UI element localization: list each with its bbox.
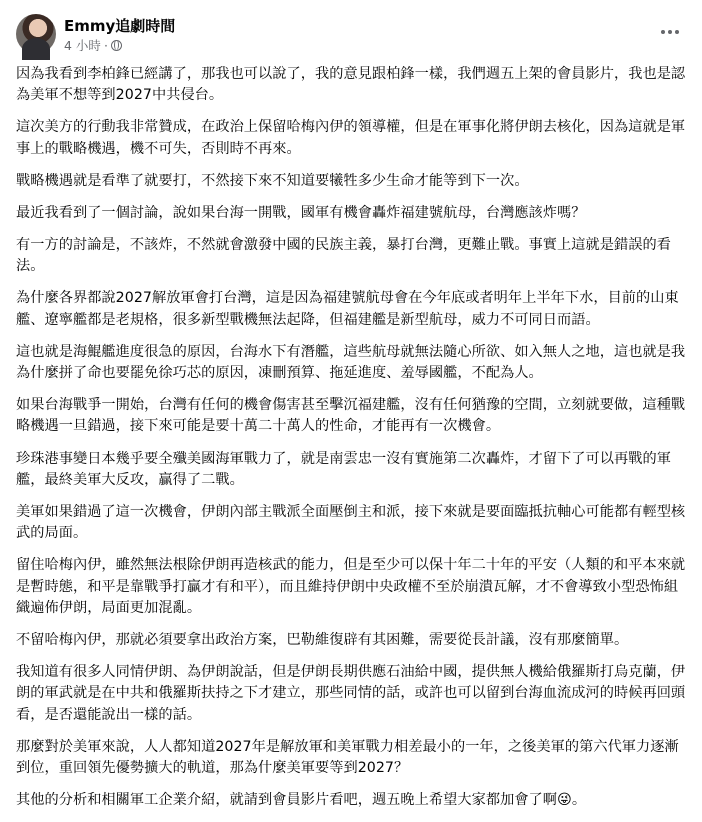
post-paragraph: 如果台海戰爭一開始，台灣有任何的機會傷害甚至擊沉福建艦，沒有任何猶豫的空間，立刻就要做，這種戰略機遇一旦錯過，接下來可能是要十萬二十萬人的性命，才能再有一次機會。 — [16, 397, 686, 435]
post-meta — [64, 36, 122, 54]
post-paragraph: 珍珠港事變日本幾乎要全殲美國海軍戰力了，就是南雲忠一沒有實施第二次轟炸，才留下了可以再戰的軍艦，最終美軍大反攻，贏得了二戰。 — [16, 450, 671, 488]
meta-separator: · — [103, 37, 108, 53]
more-horizontal-icon — [661, 30, 665, 34]
post-paragraph: 我知道有很多人同情伊朗、為伊朗說話，但是伊朗長期供應石油給中國，提供無人機給俄羅斯打烏克蘭，伊朗的軍武就是在中共和俄羅斯扶持之下才建立，那些同情的話，或許也可以留到台海血流成河的時候再回頭看，是否還能說出一樣的話。 — [16, 664, 686, 723]
post-paragraph: 因為我看到李柏鋒已經講了，那我也可以說了，我的意見跟柏鋒一樣，我們週五上架的會員影片，我也是認為美軍不想等到2027中共侵台。 — [16, 66, 686, 104]
post-paragraph: 留住哈梅內伊，雖然無法根除伊朗再造核武的能力，但是至少可以保十年二十年的平安（人類的和平本來就是暫時態，和平是靠戰爭打贏才有和平），而且維持伊朗中央政權不至於崩潰瓦解，才不會導致小型恐怖組織遍佈伊朗，局面更加混亂。 — [16, 557, 686, 616]
post-paragraph: 其他的分析和相關軍工企業介紹，就請到會員影片看吧，週五晚上希望大家都加會了啊😜。 — [16, 792, 587, 809]
more-options-button[interactable] — [654, 18, 686, 46]
post-content — [16, 64, 688, 822]
post-paragraph: 有一方的討論是，不該炸，不然就會激發中國的民族主義，暴打台灣，更難止戰。事實上這就是錯誤的看法。 — [16, 236, 671, 275]
post-timestamp[interactable]: 4 小時 — [64, 38, 101, 53]
globe-icon — [111, 40, 122, 51]
post-paragraph: 為什麼各界都說2027解放軍會打台灣，這是因為福建號航母會在今年底或者明年上半年下水，目前的山東艦、遼寧艦都是老規格，很多新型戰機無法起降，但福建艦是新型航母，威力不可同日而語。 — [16, 290, 679, 328]
post-paragraph: 最近我看到了一個討論，說如果台海一開戰，國軍有機會轟炸福建號航母，台灣應該炸嗎？ — [16, 204, 586, 221]
post-header — [16, 12, 686, 56]
post-paragraph: 不留哈梅內伊，那就必須要拿出政治方案，巴勒維復辟有其困難，需要從長計議，沒有那麼簡單。 — [16, 632, 629, 648]
post-paragraph: 這也就是海鯤艦進度很急的原因，台海水下有潛艦，這些航母就無法隨心所欲、如入無人之地，這也就是我為什麼拼了命也要罷免徐巧芯的原因，凍刪預算、拖延進度、羞辱國艦，不配為人。 — [16, 343, 686, 382]
author-name[interactable]: Emmy追劇時間 — [64, 17, 176, 35]
post-paragraph: 美軍如果錯過了這一次機會，伊朗內部主戰派全面壓倒主和派，接下來就是要面臨抵抗軸心可能都有輕型核武的局面。 — [16, 503, 686, 542]
avatar[interactable] — [16, 14, 56, 54]
post-paragraph: 戰略機遇就是看準了就要打，不然接下來不知道要犧牲多少生命才能等到下一次。 — [16, 172, 529, 189]
post-paragraph: 這次美方的行動我非常贊成，在政治上保留哈梅內伊的領導權，但是在軍事化將伊朗去核化，因為這就是軍事上的戰略機遇，機不可失，否則時不再來。 — [16, 119, 686, 157]
post-paragraph: 那麼對於美軍來說，人人都知道2027年是解放軍和美軍戰力相差最小的一年，之後美軍的第六代軍力逐漸到位，重回領先優勢擴大的軌道，那為什麼美軍要等到2027？ — [16, 738, 679, 777]
